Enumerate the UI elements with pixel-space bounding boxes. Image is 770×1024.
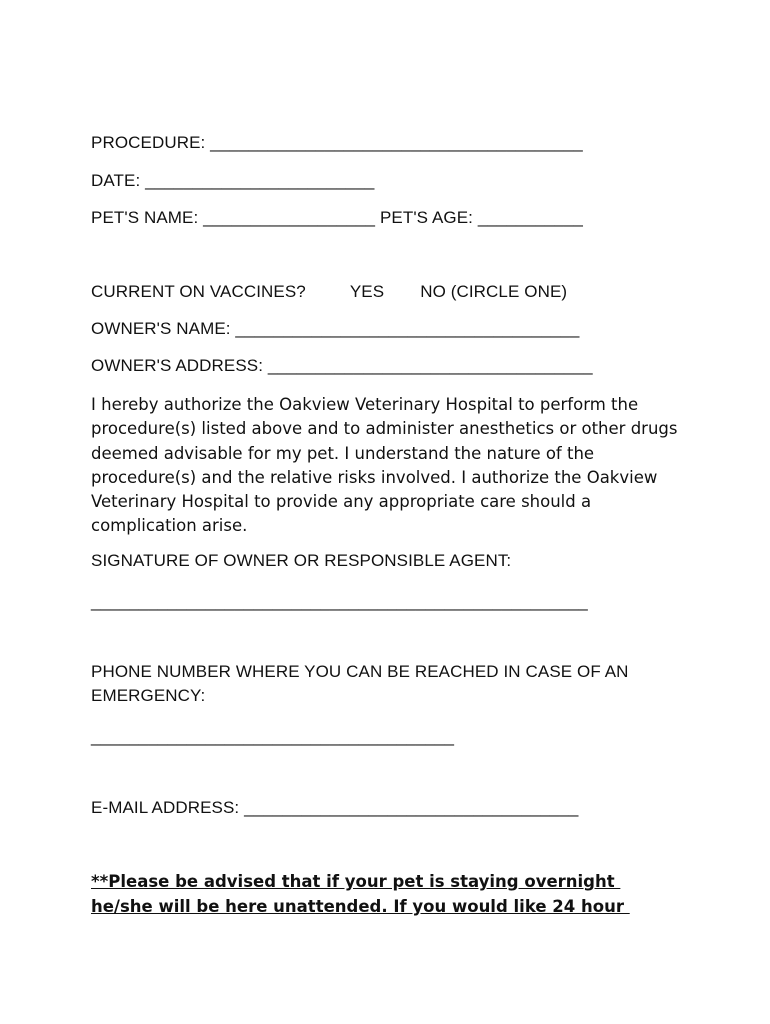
phone-line[interactable]: ______________________________________	[91, 727, 455, 746]
pet-age-field[interactable]: PET'S AGE: ___________	[379, 208, 583, 227]
overnight-notice-line-1: **Please be advised that if your pet is staying overnight	[91, 872, 621, 891]
vaccines-row	[91, 282, 567, 302]
date-field[interactable]: DATE: ________________________	[91, 171, 375, 190]
vaccines-yes-option[interactable]: YES	[349, 282, 385, 301]
phone-label-line-1: PHONE NUMBER WHERE YOU CAN BE REACHED IN CASE OF AN	[91, 662, 629, 681]
signature-line[interactable]: ____________________________________________________	[91, 592, 588, 611]
owner-address-field[interactable]: OWNER'S ADDRESS: __________________________________	[91, 356, 593, 375]
procedure-field[interactable]: PROCEDURE: _______________________________________	[91, 133, 583, 152]
pet-name-field[interactable]: PET'S NAME: __________________	[91, 208, 376, 227]
overnight-notice-line-2: he/she will be here unattended. If you would like 24 hour	[91, 897, 630, 916]
vaccines-question: CURRENT ON VACCINES?	[91, 282, 306, 301]
email-field[interactable]: E-MAIL ADDRESS: ___________________________________	[91, 798, 579, 817]
vaccines-no-option[interactable]: NO (CIRCLE ONE)	[420, 282, 568, 301]
phone-label-line-2: EMERGENCY:	[91, 686, 206, 705]
authorization-paragraph: I hereby authorize the Oakview Veterinary Hospital to perform the procedure(s) listed above and to administer anesthetics or other drugs deemed advisable for my pet. I understand the nature of the procedure(s) and the relative risks involved. I authorize the Oakview Veterinary Hospital to provide any appropriate care should a complication arise.	[91, 395, 678, 536]
pet-name-age-row	[91, 208, 583, 228]
owner-name-field[interactable]: OWNER'S NAME: ____________________________________	[91, 319, 580, 338]
signature-label: SIGNATURE OF OWNER OR RESPONSIBLE AGENT:	[91, 551, 512, 570]
